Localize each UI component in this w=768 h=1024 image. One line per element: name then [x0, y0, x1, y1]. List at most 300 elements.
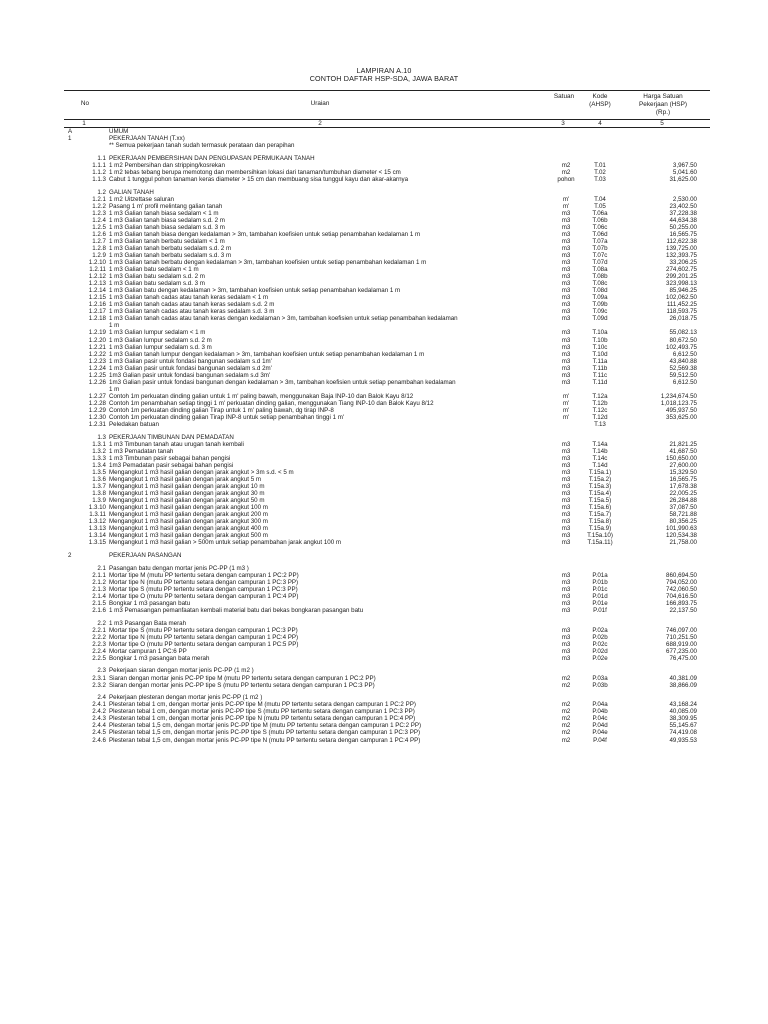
- table-row: [0, 231, 768, 238]
- table-row: [0, 448, 768, 455]
- item-code: T.12b: [592, 399, 608, 407]
- table-row: [0, 393, 768, 400]
- item-price: 26,018.75: [669, 315, 697, 323]
- item-price: 38,866.09: [669, 681, 697, 689]
- item-price: 6,612.50: [672, 350, 697, 358]
- item-description: GALIAN TANAH: [109, 188, 154, 196]
- table-row: [0, 462, 768, 469]
- table-row: [0, 675, 768, 682]
- col-number-3: 3: [561, 120, 565, 127]
- item-price: 16,565.75: [669, 230, 697, 238]
- item-price: 38,309.95: [669, 715, 697, 723]
- item-unit: m3: [561, 461, 571, 469]
- item-description: 1 m3 Galian tanah cadas atau tanah keras dengan kedalaman > 3m, tambahan koefisien untuk setiap penambahan kedalaman: [109, 315, 458, 323]
- item-code: T.08c: [592, 280, 608, 288]
- item-unit: m3: [561, 440, 571, 448]
- item-price: 274,602.75: [666, 266, 697, 274]
- item-unit: m3: [561, 315, 571, 323]
- item-code: P.01a: [592, 571, 608, 579]
- item-description: 1 m3 Galian tanah berbatu sedalam s.d. 3 m: [109, 251, 232, 259]
- item-description: Mortar tipe S (mutu PP tertentu setara dengan campuran 1 PC:3 PP): [109, 626, 298, 634]
- item-unit: m3: [561, 578, 571, 586]
- item-description: Plesteran tebal 1,5 cm, dengan mortar jenis PC-PP tipe N (mutu PP tertentu setara dengan campuran 1 PC:4 PP): [109, 736, 421, 744]
- item-number: 2.1.4: [92, 592, 106, 600]
- item-number: 2.4.1: [92, 701, 106, 709]
- table-row: [0, 142, 768, 149]
- table-row: [0, 308, 768, 315]
- item-unit: m3: [561, 490, 571, 498]
- item-price: 2,530.00: [672, 195, 697, 203]
- table-row: [0, 358, 768, 365]
- item-code: T.15a.5): [588, 497, 612, 505]
- item-price: 55,145.67: [669, 722, 697, 730]
- item-code: T.01: [594, 161, 606, 169]
- table-row: [0, 400, 768, 407]
- item-price: 3,967.50: [672, 161, 697, 169]
- item-number: 2.4: [97, 694, 106, 702]
- item-unit: m2: [561, 715, 571, 723]
- item-number: 1.2.3: [92, 209, 106, 217]
- item-price: 353,625.00: [666, 414, 697, 422]
- col-number-4: 4: [598, 120, 602, 127]
- item-unit: m3: [561, 329, 571, 337]
- table-row: [0, 322, 768, 329]
- item-code: T.12a: [592, 392, 608, 400]
- col-header-uraian: Uraian: [310, 100, 330, 107]
- item-description: Plesteran tebal 1 cm, dengan mortar jenis PC-PP tipe M (mutu PP tertentu setara dengan campuran 1 PC:2 PP): [109, 701, 416, 709]
- item-description: 1 m3 Timbunan tanah atau urugan tanah kembali: [109, 440, 244, 448]
- item-code: T.15a.2): [588, 475, 612, 483]
- item-number: 2.4.6: [92, 736, 106, 744]
- item-unit: m2: [561, 168, 571, 176]
- table-row: [0, 607, 768, 614]
- item-description: Siaran dengan mortar jenis PC-PP tipe M (mutu PP tertentu setara dengan campuran 1 PC:2 PP): [109, 674, 376, 682]
- table-row: [0, 655, 768, 662]
- item-code: P.01d: [592, 592, 608, 600]
- item-unit: m': [562, 406, 570, 414]
- item-code: P.04b: [592, 708, 608, 716]
- item-description: Mortar campuran 1 PC:6 PP: [109, 647, 187, 655]
- item-unit: m3: [561, 606, 571, 614]
- item-price: 299,201.25: [666, 273, 697, 281]
- item-description: Plesteran tebal 1,5 cm, dengan mortar jenis PC-PP tipe S (mutu PP tertentu setara dengan campuran 1 PC:3 PP): [109, 729, 421, 737]
- item-description: Bongkar 1 m3 pasangan bata merah: [109, 654, 210, 662]
- header-top-rule: [64, 90, 710, 91]
- item-description: 1 m3 Galian batu sedalam s.d. 2 m: [109, 273, 205, 281]
- item-description: 1 m3 Galian lumpur sedalam s.d. 3 m: [109, 343, 212, 351]
- item-description: 1 m2 Pembersihan dan stripping/kosrekan: [109, 161, 225, 169]
- table-row: [0, 634, 768, 641]
- item-number: 1.3.5: [92, 468, 106, 476]
- table-row: [0, 600, 768, 607]
- item-number: 2.1.3: [92, 585, 106, 593]
- table-row: [0, 372, 768, 379]
- item-code: P.02e: [592, 654, 608, 662]
- item-price: 80,672.50: [669, 336, 697, 344]
- item-price: 55,082.13: [669, 329, 697, 337]
- item-number: 1.3.14: [88, 532, 106, 540]
- item-price: 677,235.00: [666, 647, 697, 655]
- item-price: 710,251.50: [666, 633, 697, 641]
- item-description: Peledakan batuan: [109, 421, 159, 429]
- table-row: [0, 455, 768, 462]
- item-price: 746,097.00: [666, 626, 697, 634]
- item-unit: m2: [561, 736, 571, 744]
- item-code: T.03: [594, 175, 606, 183]
- item-unit: m2: [561, 681, 571, 689]
- item-unit: pohon: [557, 175, 575, 183]
- table-row: [0, 155, 768, 162]
- item-code: T.12d: [592, 414, 608, 422]
- item-unit: m3: [561, 336, 571, 344]
- item-description: 1 m3 Galian tanah biasa dengan kedalaman > 3m, tambahan koefisien untuk setiap penambahan kedalaman 1 m: [109, 230, 421, 238]
- item-number: 1.3.11: [89, 511, 106, 519]
- table-row: [0, 238, 768, 245]
- item-number: 1.2.20: [88, 336, 106, 344]
- item-code: P.01f: [593, 606, 607, 614]
- item-unit: m3: [561, 626, 571, 634]
- item-unit: m3: [561, 633, 571, 641]
- item-description: 1 m3 Pasangan Bata merah: [109, 619, 187, 627]
- item-description: Pekerjaan plesteran dengan mortar jenis PC-PP (1 m2 ): [109, 694, 263, 702]
- col-header-kode: [580, 93, 620, 109]
- item-description: Pekerjaan siaran dengan mortar jenis PC-PP (1 m2 ): [109, 667, 254, 675]
- item-description: Mengangkut 1 m3 hasil galian dengan jarak angkut 50 m: [109, 497, 265, 505]
- item-price: 495,937.50: [666, 406, 697, 414]
- item-unit: m3: [561, 280, 571, 288]
- item-code: P.03a: [592, 674, 608, 682]
- table-row: [0, 162, 768, 169]
- table-row: [0, 565, 768, 572]
- item-description: Mengangkut 1 m3 hasil galian > 500m untuk setiap penambahan jarak angkut 100 m: [109, 539, 342, 547]
- item-unit: m3: [561, 378, 571, 386]
- item-number: 2.4.2: [92, 708, 106, 716]
- item-price: 118,593.75: [666, 308, 697, 316]
- item-description: 1 m3 Galian tanah lumpur dengan kedalaman > 3m, tambahan koefisien untuk setiap penambahan kedalaman 1 m: [109, 350, 425, 358]
- item-number: 1.3.7: [92, 483, 106, 491]
- item-number: 1.3.1: [92, 440, 106, 448]
- item-code: T.04: [594, 195, 606, 203]
- item-number: 2.3.1: [92, 674, 106, 682]
- table-row: [0, 337, 768, 344]
- item-unit: m3: [561, 273, 571, 281]
- item-unit: m2: [561, 722, 571, 730]
- item-number: 1.2.11: [89, 266, 106, 274]
- item-price: 323,998.13: [666, 280, 697, 288]
- item-number: 1.2.22: [88, 350, 106, 358]
- item-unit: m3: [561, 237, 571, 245]
- item-description: Mortar tipe N (mutu PP tertentu setara dengan campuran 1 PC:3 PP): [109, 578, 299, 586]
- item-price: 58,721.88: [669, 511, 697, 519]
- item-code: T.09a: [592, 294, 608, 302]
- table-row: [0, 518, 768, 525]
- item-code: T.11a: [592, 357, 608, 365]
- col-header-kode-line1: Kode: [592, 93, 608, 100]
- item-description: 1 m3 Galian pasir untuk fondasi bangunan sedalam s.d 2m': [109, 364, 272, 372]
- table-row: [0, 701, 768, 708]
- table-row: [0, 497, 768, 504]
- item-code: T.06d: [592, 230, 608, 238]
- item-number: 1.2.25: [88, 371, 106, 379]
- table-row: [0, 351, 768, 358]
- item-description: 1 m3 Galian tanah biasa sedalam s.d. 3 m: [109, 223, 225, 231]
- table-row: [0, 593, 768, 600]
- item-unit: m3: [561, 364, 571, 372]
- item-number: 1.1.1: [92, 161, 106, 169]
- item-price: 43,168.24: [669, 701, 697, 709]
- item-price: 16,565.75: [669, 475, 697, 483]
- item-price: 41,687.50: [669, 447, 697, 455]
- table-row: [0, 217, 768, 224]
- item-unit: m2: [561, 701, 571, 709]
- table-row: [0, 504, 768, 511]
- item-code: P.02a: [592, 626, 608, 634]
- item-description: Cabut 1 tunggul pohon tanaman keras diameter > 15 cm dan membuang sisa tunggul kayu dan akar-akarnya: [109, 175, 409, 183]
- table-row: [0, 259, 768, 266]
- item-number: 1.3: [97, 433, 106, 441]
- item-unit: m3: [561, 209, 571, 217]
- table-row: [0, 620, 768, 627]
- table-row: [0, 280, 768, 287]
- item-number: 2.3: [97, 667, 106, 675]
- item-description: Mengangkut 1 m3 hasil galian dengan jarak angkut 30 m: [109, 490, 265, 498]
- item-unit: m3: [561, 244, 571, 252]
- item-code: T.12c: [592, 406, 608, 414]
- table-row: [0, 135, 768, 142]
- item-unit: m3: [561, 525, 571, 533]
- item-number: 1.2.15: [88, 294, 106, 302]
- table-row: [0, 294, 768, 301]
- item-code: T.08b: [592, 273, 608, 281]
- item-price: 76,475.00: [669, 654, 697, 662]
- item-number: 1.2.19: [88, 329, 106, 337]
- table-row: [0, 315, 768, 322]
- item-code: T.15a.8): [588, 518, 612, 526]
- item-description: PEKERJAAN TANAH (T.xx): [109, 135, 185, 143]
- item-unit: m3: [561, 357, 571, 365]
- item-unit: m2: [561, 729, 571, 737]
- table-row: [0, 469, 768, 476]
- item-number: 1.2.9: [92, 251, 106, 259]
- item-description: Mengangkut 1 m3 hasil galian dengan jarak angkut 100 m: [109, 504, 268, 512]
- table-row: [0, 667, 768, 674]
- item-code: P.02b: [592, 633, 608, 641]
- table-row: [0, 210, 768, 217]
- item-price: 17,678.38: [669, 483, 697, 491]
- item-number: 1.2.14: [88, 287, 106, 295]
- item-description: 1 m3 Galian tanah cadas atau tanah keras sedalam s.d. 3 m: [109, 308, 275, 316]
- item-description: 1 m: [109, 385, 120, 393]
- table-row: [0, 708, 768, 715]
- item-description: 1 m3 Galian tanah biasa sedalam < 1 m: [109, 209, 219, 217]
- table-row: [0, 648, 768, 655]
- table-row: [0, 414, 768, 421]
- item-code: P.01e: [592, 599, 608, 607]
- table-row: [0, 722, 768, 729]
- item-unit: m3: [561, 447, 571, 455]
- col-header-harga-line3: (Rp.): [655, 109, 671, 117]
- item-price: 704,616.50: [666, 592, 697, 600]
- item-number: 2.2.4: [92, 647, 106, 655]
- hsp-table-body: [0, 128, 768, 744]
- table-row: [0, 627, 768, 634]
- item-description: 1 m3 Galian tanah berbatu sedalam s.d. 2 m: [109, 244, 232, 252]
- item-description: 1m3 Galian pasir untuk fondasi bangunan dengan kedalaman > 3m, tambahan koefisien untuk setiap penambahan kedalaman: [109, 378, 456, 386]
- item-number: 1.1.2: [92, 168, 106, 176]
- item-number: 2.2.2: [92, 633, 106, 641]
- table-row: [0, 266, 768, 273]
- item-price: 6,612.50: [672, 378, 697, 386]
- table-row: [0, 421, 768, 428]
- item-code: T.15a.9): [588, 525, 612, 533]
- item-price: 50,255.00: [669, 223, 697, 231]
- item-unit: m3: [561, 216, 571, 224]
- item-description: 1 m3 Pemasangan pemanfaatan kembali material batu dari bekas bongkaran pasangan batu: [109, 606, 364, 614]
- item-code: P.04e: [592, 729, 608, 737]
- item-code: P.04a: [592, 701, 608, 709]
- item-number: 1.2.30: [88, 414, 106, 422]
- item-number: 2.1.6: [92, 606, 106, 614]
- col-header-harga-line1: Harga Satuan: [643, 93, 683, 100]
- item-code: T.07d: [592, 258, 608, 266]
- item-unit: m2: [561, 674, 571, 682]
- item-number: 2.1.5: [92, 599, 106, 607]
- item-description: ** Semua pekerjaan tanah sudah termasuk perataan dan perapihan: [109, 142, 295, 150]
- item-number: 1.2.10: [88, 258, 106, 266]
- item-code: T.11c: [592, 371, 608, 379]
- item-price: 15,329.50: [669, 468, 697, 476]
- item-unit: m2: [561, 161, 571, 169]
- item-code: P.02c: [592, 640, 608, 648]
- item-description: Mortar tipe M (mutu PP tertentu setara dengan campuran 1 PC:2 PP): [109, 571, 299, 579]
- item-description: Bongkar 1 m3 pasangan batu: [109, 599, 191, 607]
- item-description: 1 m3 Galian batu sedalam < 1 m: [109, 266, 199, 274]
- item-number: 1.2: [97, 188, 106, 196]
- item-price: 5,041.60: [672, 168, 697, 176]
- item-description: Mengangkut 1 m3 hasil galian dengan jarak angkut > 3m s.d. < 5 m: [109, 468, 294, 476]
- item-code: T.07a: [592, 237, 608, 245]
- item-unit: m3: [561, 475, 571, 483]
- item-code: P.01b: [592, 578, 608, 586]
- item-price: 139,725.00: [666, 244, 697, 252]
- item-description: PEKERJAAN PEMBERSIHAN DAN PENGUPASAN PERMUKAAN TANAH: [109, 154, 315, 162]
- item-unit: m3: [561, 251, 571, 259]
- item-code: T.14a: [592, 440, 608, 448]
- item-code: T.08a: [592, 266, 608, 274]
- item-description: Mortar tipe O (mutu PP tertentu setara dengan campuran 1 PC:5 PP): [109, 640, 299, 648]
- item-description: 1 m3 Galian tanah cadas atau tanah keras sedalam < 1 m: [109, 294, 269, 302]
- item-price: 52,569.38: [669, 364, 697, 372]
- item-code: T.10b: [592, 336, 608, 344]
- item-price: 688,919.00: [666, 640, 697, 648]
- item-description: 1 m3 Galian lumpur sedalam s.d. 2 m: [109, 336, 212, 344]
- item-price: 40,381.09: [669, 674, 697, 682]
- item-description: Pasang 1 m' profil melintang galian tanah: [109, 202, 223, 210]
- item-code: T.09b: [592, 301, 608, 309]
- item-number: 1: [68, 135, 72, 143]
- item-price: 33,206.25: [669, 258, 697, 266]
- item-number: 1.2.12: [88, 273, 106, 281]
- table-row: [0, 434, 768, 441]
- item-number: 2.1.1: [92, 571, 106, 579]
- item-code: T.15a.1): [588, 468, 612, 476]
- item-number: 1.1.3: [92, 175, 106, 183]
- item-description: PEKERJAAN TIMBUNAN DAN PEMADATAN: [109, 433, 234, 441]
- item-number: 1.3.2: [92, 447, 106, 455]
- table-row: [0, 511, 768, 518]
- item-code: T.02: [594, 168, 606, 176]
- item-unit: m3: [561, 585, 571, 593]
- item-description: Plesteran tebal 1,5 cm, dengan mortar jenis PC-PP tipe M (mutu PP tertentu setara dengan campuran 1 PC:2 PP): [109, 722, 422, 730]
- item-description: PEKERJAAN PASANGAN: [109, 552, 182, 560]
- col-header-harga: [620, 93, 706, 118]
- item-description: Mengangkut 1 m3 hasil galian dengan jarak angkut 5 m: [109, 475, 262, 483]
- col-header-harga-line2: Pekerjaan (HSP): [639, 101, 687, 109]
- table-row: [0, 490, 768, 497]
- item-code: T.06b: [592, 216, 608, 224]
- item-unit: m3: [561, 504, 571, 512]
- item-unit: m3: [561, 266, 571, 274]
- item-code: P.02d: [592, 647, 608, 655]
- item-unit: m': [562, 392, 570, 400]
- item-number: 1.2.1: [92, 195, 106, 203]
- table-row: [0, 203, 768, 210]
- item-number: 1.2.21: [88, 343, 106, 351]
- item-price: 21,758.00: [669, 539, 697, 547]
- item-unit: m3: [561, 497, 571, 505]
- item-number: 1.2.28: [88, 399, 106, 407]
- item-price: 150,650.00: [666, 454, 697, 462]
- item-code: T.14d: [592, 461, 608, 469]
- item-number: 1.3.6: [92, 475, 106, 483]
- item-code: T.09c: [592, 308, 608, 316]
- item-code: T.10a: [592, 329, 608, 337]
- item-price: 102,062.50: [666, 294, 697, 302]
- item-description: 1 m3 Galian tanah cadas atau tanah keras sedalam s.d. 2 m: [109, 301, 275, 309]
- col-number-1: 1: [82, 120, 86, 127]
- item-price: 112,622.38: [666, 237, 697, 245]
- table-row: [0, 189, 768, 196]
- table-row: [0, 572, 768, 579]
- item-price: 43,840.88: [669, 357, 697, 365]
- item-number: 2.4.4: [92, 722, 106, 730]
- table-row: [0, 483, 768, 490]
- item-unit: m3: [561, 371, 571, 379]
- item-code: P.01c: [592, 585, 608, 593]
- item-unit: m3: [561, 599, 571, 607]
- item-description: Contoh 1m perkuatan dinding galian Tirap untuk 1 m' paling bawah, dg tirap INP-8: [109, 406, 334, 414]
- table-row: [0, 441, 768, 448]
- item-number: 1.3.13: [88, 525, 106, 533]
- item-number: 1.2.24: [88, 364, 106, 372]
- item-price: 59,512.50: [669, 371, 697, 379]
- item-description: Plesteran tebal 1 cm, dengan mortar jenis PC-PP tipe S (mutu PP tertentu setara dengan campuran 1 PC:3 PP): [109, 708, 415, 716]
- col-number-2: 2: [318, 120, 322, 127]
- item-unit: m3: [561, 308, 571, 316]
- item-number: 1.2.27: [88, 392, 106, 400]
- item-price: 794,052.00: [666, 578, 697, 586]
- item-description: 1 m2 tebas tebang berupa memotong dan membersihkan lokasi dari tanaman/tumbuhan diameter < 15 cm: [109, 168, 401, 176]
- table-row: [0, 579, 768, 586]
- item-number: 1.3.10: [88, 504, 106, 512]
- item-code: T.15a.10): [587, 532, 613, 540]
- item-number: 2.1.2: [92, 578, 106, 586]
- item-description: 1 m3 Galian tanah berbatu sedalam < 1 m: [109, 237, 225, 245]
- item-description: Contoh 1m perkuatan dinding galian untuk 1 m' paling bawah, menggunakan Baja INP-10 dan Balok Kayu 8/12: [109, 392, 414, 400]
- item-number: 1.1: [97, 154, 106, 162]
- item-number: 2.2.3: [92, 640, 106, 648]
- item-unit: m3: [561, 468, 571, 476]
